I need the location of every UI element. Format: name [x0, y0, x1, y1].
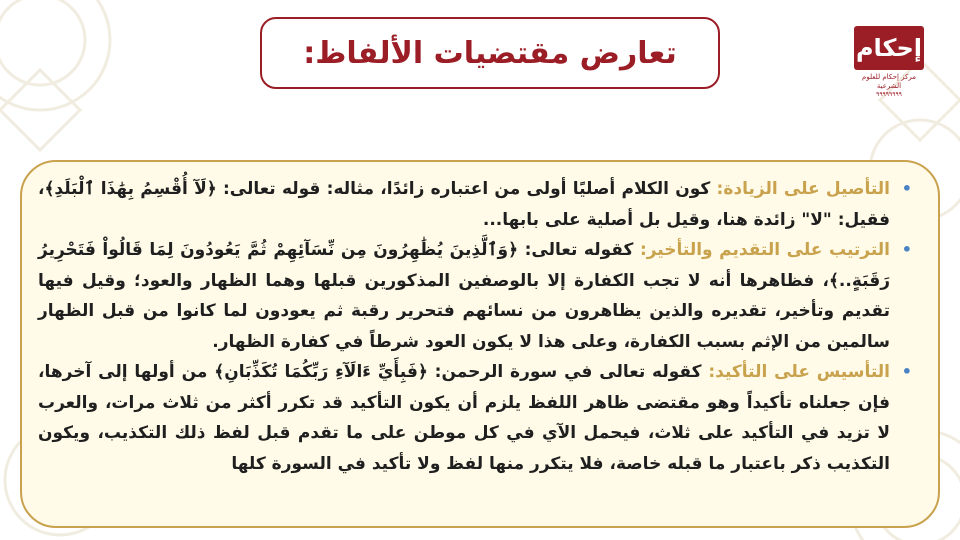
item-term: التأسيس على التأكيد: — [708, 362, 890, 382]
logo-number: ٩٩٩٩٩٩٩٩ — [876, 91, 902, 98]
content-box — [20, 160, 940, 528]
list-item — [38, 357, 912, 479]
bullet-icon: • — [901, 240, 912, 259]
page-title: تعارض مقتضيات الألفاظ: — [303, 35, 677, 71]
logo-subtitle: مركز إحكام للعلوم الشرعية — [862, 73, 916, 90]
item-text: كقوله تعالى: ﴿وَٱلَّذِينَ يُظَٰهِرُونَ مِن نِّسَآئِهِمْ ثُمَّ يَعُودُونَ لِمَا قَالُواْ فَتَحْرِيرُ رَقَبَةٍ..﴾، فظاهرها أنه لا تجب الكفارة إلا بالوصفين المذكورين قبلها وهما الظهار والعود؛ وقيل فيها تقديم وتأخير، تقديره والذين يظاهرون من نسائهم فتحرير رقبة ثم يعودون لما كانوا من قبل الظهار سالمين من الإثم بسبب الكفارة، وعلى هذا لا يكون العود شرطاً في كفارة الظهار. — [38, 240, 890, 352]
list-item — [38, 174, 912, 235]
item-term: الترتيب على التقديم والتأخير: — [639, 240, 890, 260]
title-box — [260, 17, 720, 89]
list-item — [38, 235, 912, 357]
bullet-icon: • — [901, 179, 912, 198]
item-text: كقوله تعالى في سورة الرحمن: ﴿فَبِأَيِّ ءَالَآءِ رَبِّكُمَا تُكَذِّبَانِ﴾ من أولها إلى آخرها، فإن جعلناه تأكيداً وهو مقتضى ظاهر اللفظ يلزم أن يكون التأكيد قد تكرر أكثر من ثلاث مرات، والعرب لا تزيد في التأكيد على ثلاث، فيحمل الآي في كل موطن على ما تقدم قبل لفظ ذلك التكذيب، ويكون التكذيب ذكر باعتبار ما قبله خاصة، فلا يتكرر منها لفظ ولا تأكيد في السورة كلها — [38, 362, 890, 474]
content-list — [38, 174, 912, 479]
logo-mark: إحكام — [854, 26, 924, 70]
logo — [850, 26, 928, 96]
bullet-icon: • — [901, 362, 912, 381]
item-term: التأصيل على الزيادة: — [716, 179, 890, 199]
item-text: كون الكلام أصليًا أولى من اعتباره زائدًا، مثاله: قوله تعالى: ﴿لَآ أُقْسِمُ بِهَٰذَا ٱلْبَلَدِ﴾، فقيل: "لا" زائدة هنا، وقيل بل أصلية على بابها... — [38, 179, 890, 230]
